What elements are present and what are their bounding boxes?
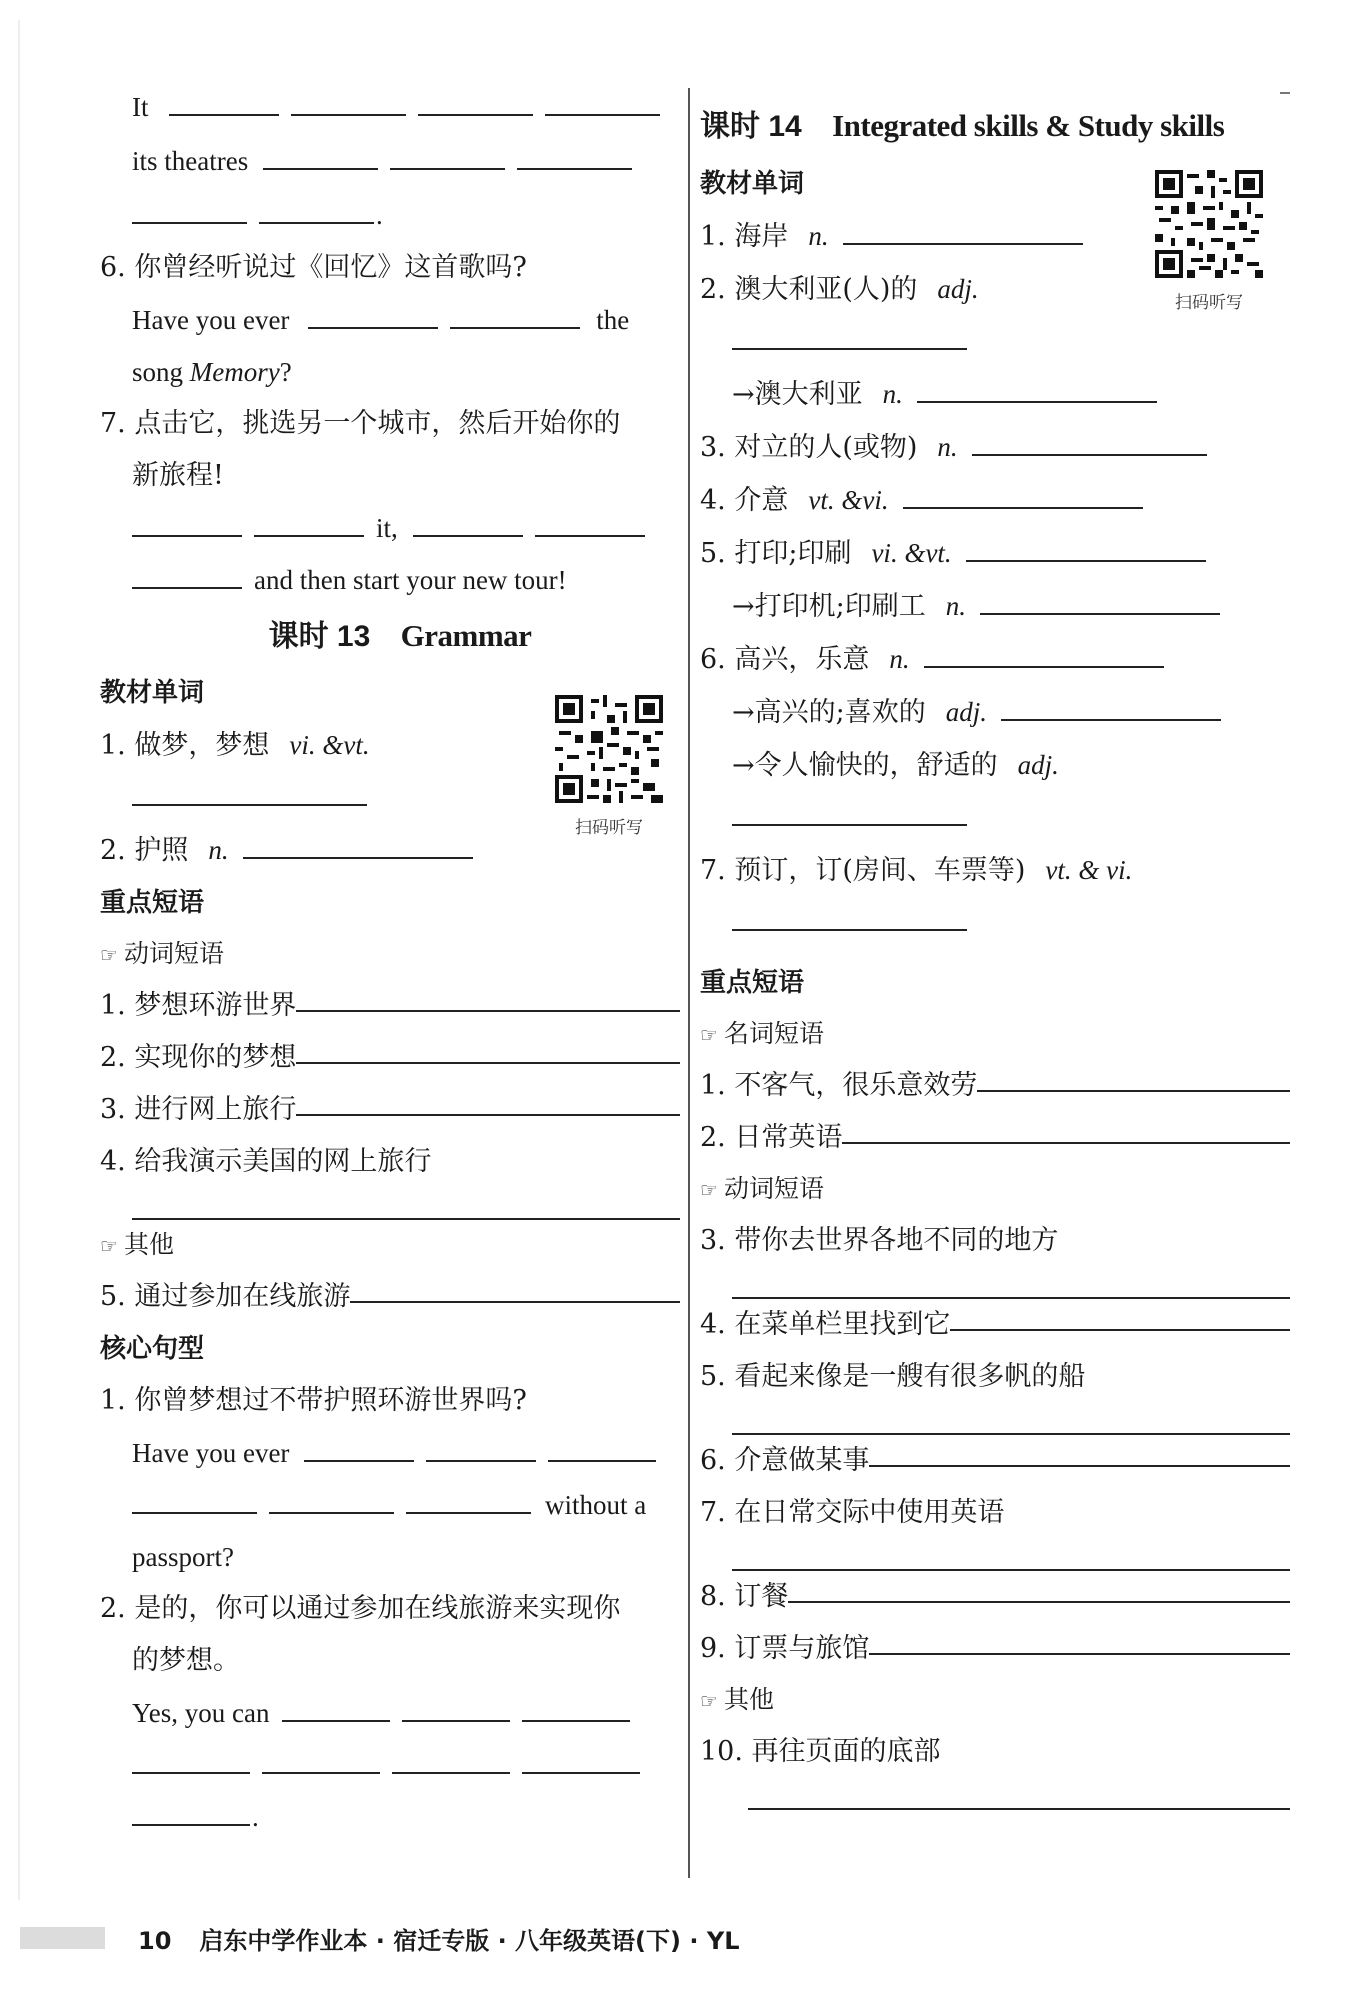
- w6-pos: n.: [889, 644, 910, 674]
- r-w6: [700, 633, 1290, 686]
- p3-text: 3. 进行网上旅行: [100, 1094, 297, 1125]
- blank[interactable]: [402, 1690, 510, 1722]
- p1-text: 1. 梦想环游世界: [100, 990, 297, 1021]
- blank[interactable]: [732, 794, 967, 826]
- corner-mark: [1280, 92, 1290, 94]
- other-head-text: 其他: [123, 1230, 174, 1259]
- blank[interactable]: [522, 1742, 640, 1774]
- w7-text: 7. 预订，订(房间、车票等): [700, 855, 1026, 886]
- blank[interactable]: [132, 192, 247, 224]
- verb-head-text: 动词短语: [123, 939, 224, 968]
- p4-text: 4. 在菜单栏里找到它: [700, 1309, 951, 1340]
- w1-pos: n.: [808, 221, 829, 251]
- r-phrase-7-blank: [700, 1539, 1290, 1571]
- cont-line-1: [100, 80, 680, 134]
- r-w6c-blank: [700, 792, 1290, 844]
- lesson-13-num: 课时 13: [268, 620, 371, 653]
- r-w7: [700, 844, 1290, 897]
- p2-text: 2. 实现你的梦想: [100, 1042, 297, 1073]
- blank[interactable]: [132, 505, 242, 537]
- blank[interactable]: [977, 1060, 1290, 1092]
- sentences-head: 核心句型: [100, 1334, 205, 1364]
- q7-cn-2: 新旅程!: [132, 460, 224, 491]
- p2-text: 2. 日常英语: [700, 1122, 843, 1153]
- r-phrase-5: 5. 看起来像是一艘有很多帆的船: [700, 1361, 1086, 1392]
- blank[interactable]: [732, 318, 967, 350]
- blank[interactable]: [254, 505, 364, 537]
- p6-text: 6. 介意做某事: [700, 1445, 870, 1476]
- w2b-pos: n.: [882, 379, 903, 409]
- blank[interactable]: [1001, 689, 1221, 721]
- pointing-hand-icon: ☞: [700, 1023, 718, 1047]
- blank[interactable]: [903, 477, 1143, 509]
- w2-text: 2. 澳大利亚(人)的: [700, 274, 918, 305]
- q6-qmark: ?: [279, 357, 292, 387]
- w5b-pos: n.: [945, 591, 966, 621]
- q7-it: it,: [376, 513, 398, 543]
- verb-phrases-head: [700, 1164, 1290, 1215]
- p9-text: 9. 订票与旅馆: [700, 1633, 870, 1664]
- s1-without: without a: [545, 1490, 647, 1520]
- footer-text: [138, 1921, 740, 1956]
- q7-en-1: [100, 502, 680, 554]
- cont-line-2: [100, 134, 680, 188]
- w5b-text: →打印机;印刷工: [732, 591, 926, 622]
- q6-prefix: Have you ever: [132, 305, 290, 335]
- r-w5: [700, 527, 1290, 580]
- r-w3: [700, 421, 1290, 474]
- w7-pos: vt. & vi.: [1045, 855, 1133, 885]
- r-phrase-10: 10. 再往页面的底部: [700, 1736, 941, 1767]
- w6c-text: →令人愉快的，舒适的: [732, 750, 998, 781]
- blank[interactable]: [282, 1690, 390, 1722]
- w1-text: 1. 海岸: [700, 221, 789, 252]
- r-phrase-3-blank: [700, 1267, 1290, 1299]
- blank[interactable]: [132, 1188, 680, 1220]
- vocab-head: 教材单词: [100, 678, 205, 708]
- w3-pos: n.: [937, 432, 958, 462]
- w2-pos: n.: [208, 835, 229, 865]
- cont-it: It: [132, 92, 149, 122]
- r-phrase-5-blank: [700, 1403, 1290, 1435]
- r-w2-blank: [700, 316, 1290, 368]
- blank[interactable]: [548, 1430, 656, 1462]
- w6c-pos: adj.: [1017, 750, 1059, 780]
- blank[interactable]: [296, 1032, 680, 1064]
- blank[interactable]: [966, 530, 1206, 562]
- r-w6b: [700, 686, 1290, 739]
- blank[interactable]: [869, 1623, 1290, 1655]
- p1-text: 1. 不客气，很乐意效劳: [700, 1070, 978, 1101]
- blank[interactable]: [169, 84, 279, 116]
- blank[interactable]: [263, 138, 378, 170]
- pointing-hand-icon: ☞: [100, 1234, 118, 1258]
- blank[interactable]: [545, 84, 660, 116]
- blank[interactable]: [418, 84, 533, 116]
- r-w5b: [700, 580, 1290, 633]
- cont-line-3: [100, 188, 680, 242]
- w5-pos: vi. &vt.: [871, 538, 952, 568]
- r-phrase-1: [700, 1060, 1290, 1112]
- q7-rest: and then start your new tour!: [254, 565, 567, 595]
- pointing-hand-icon: ☞: [100, 943, 118, 967]
- blank[interactable]: [243, 827, 473, 859]
- period: .: [252, 1802, 259, 1832]
- s2-en-1: [100, 1687, 680, 1739]
- blank[interactable]: [392, 1742, 510, 1774]
- lesson-14-name: Integrated skills & Study skills: [832, 108, 1225, 143]
- blank[interactable]: [732, 1267, 1290, 1299]
- phrase-4: 4. 给我演示美国的网上旅行: [100, 1146, 432, 1177]
- s2-cn-1: 2. 是的，你可以通过参加在线旅游来实现你: [100, 1593, 621, 1624]
- s2-cn-2: 的梦想。: [132, 1645, 240, 1676]
- blank[interactable]: [732, 899, 967, 931]
- phrases-head: 重点短语: [700, 968, 805, 998]
- blank[interactable]: [924, 636, 1164, 668]
- p5-text: 5. 通过参加在线旅游: [100, 1281, 351, 1312]
- phrase-3: [100, 1084, 680, 1136]
- qr-code-icon: [555, 695, 663, 803]
- cont-theatres: its theatres: [132, 146, 249, 176]
- blank[interactable]: [748, 1778, 1290, 1810]
- blank[interactable]: [350, 1271, 680, 1303]
- blank[interactable]: [269, 1482, 394, 1514]
- other-head: [100, 1220, 680, 1271]
- lesson-14-title: [700, 95, 1290, 158]
- page-edge: [18, 20, 20, 1900]
- r-phrase-8: [700, 1571, 1290, 1623]
- blank[interactable]: [132, 1482, 257, 1514]
- column-divider: [688, 88, 690, 1878]
- blank[interactable]: [308, 297, 438, 329]
- qr-label: 扫码听写: [1175, 293, 1243, 313]
- blank[interactable]: [450, 297, 580, 329]
- r-phrase-7: 7. 在日常交际中使用英语: [700, 1497, 1005, 1528]
- r-phrase-3: 3. 带你去世界各地不同的地方: [700, 1225, 1059, 1256]
- r-w4: [700, 474, 1290, 527]
- qr-code-13[interactable]: [555, 695, 663, 838]
- pointing-hand-icon: ☞: [700, 1689, 718, 1713]
- s1-en-2: [100, 1479, 680, 1531]
- phrases-head: 重点短语: [100, 888, 205, 918]
- s1-en-1: [100, 1427, 680, 1479]
- blank[interactable]: [132, 557, 242, 589]
- blank[interactable]: [259, 192, 374, 224]
- r-phrase-4: [700, 1299, 1290, 1351]
- w6-text: 6. 高兴，乐意: [700, 644, 870, 675]
- period: .: [376, 200, 383, 230]
- blank[interactable]: [390, 138, 505, 170]
- blank[interactable]: [535, 505, 645, 537]
- q6-en-1: [100, 294, 680, 346]
- w2-text: 2. 护照: [100, 835, 189, 866]
- book-title: 启东中学作业本 · 宿迁专版 · 八年级英语(下) · YL: [199, 1927, 740, 1955]
- blank[interactable]: [262, 1742, 380, 1774]
- right-column: [700, 95, 1290, 1810]
- blank[interactable]: [517, 138, 632, 170]
- blank[interactable]: [869, 1435, 1290, 1467]
- page-number: 10: [138, 1927, 172, 1955]
- pointing-hand-icon: ☞: [700, 1178, 718, 1202]
- p8-text: 8. 订餐: [700, 1581, 789, 1612]
- other-head-text: 其他: [723, 1685, 774, 1714]
- blank[interactable]: [304, 1430, 414, 1462]
- blank[interactable]: [291, 84, 406, 116]
- verb-phrases-head: [100, 929, 680, 980]
- q6-song: song: [132, 357, 190, 387]
- w6b-pos: adj.: [945, 697, 987, 727]
- blank[interactable]: [950, 1299, 1290, 1331]
- w3-text: 3. 对立的人(或物): [700, 432, 918, 463]
- blank[interactable]: [406, 1482, 531, 1514]
- phrase-5: [100, 1271, 680, 1323]
- r-phrase-10-blank: [700, 1778, 1290, 1810]
- w4-pos: vt. &vi.: [808, 485, 889, 515]
- w6b-text: →高兴的;喜欢的: [732, 697, 926, 728]
- s1-prefix: Have you ever: [132, 1438, 290, 1468]
- vocab-head: 教材单词: [700, 169, 805, 199]
- phrase-2: [100, 1032, 680, 1084]
- blank[interactable]: [132, 1742, 250, 1774]
- noun-head-text: 名词短语: [723, 1019, 824, 1048]
- qr-code-14[interactable]: [1155, 170, 1263, 313]
- blank[interactable]: [522, 1690, 630, 1722]
- phrase-1: [100, 980, 680, 1032]
- s2-en-3: [100, 1791, 680, 1843]
- r-phrase-6: [700, 1435, 1290, 1487]
- q6-en-2: [100, 346, 680, 398]
- r-phrase-2: [700, 1112, 1290, 1164]
- blank[interactable]: [842, 1112, 1290, 1144]
- verb-head-text: 动词短语: [723, 1174, 824, 1203]
- s1-en-3: passport?: [132, 1542, 234, 1572]
- s2-prefix: Yes, you can: [132, 1698, 270, 1728]
- lesson-13-name: Grammar: [400, 618, 532, 653]
- left-column: [100, 80, 680, 1843]
- blank[interactable]: [732, 1539, 1290, 1571]
- lesson-13-title: [100, 606, 680, 667]
- blank[interactable]: [132, 1794, 250, 1826]
- phrase-4-blank: [100, 1188, 680, 1220]
- blank[interactable]: [296, 980, 680, 1012]
- r-w2b: [700, 368, 1290, 421]
- w5-text: 5. 打印;印刷: [700, 538, 852, 569]
- blank[interactable]: [426, 1430, 536, 1462]
- lesson-14-num: 课时 14: [700, 110, 802, 143]
- qr-code-icon: [1155, 170, 1263, 278]
- q7-cn-1: 7. 点击它，挑选另一个城市，然后开始你的: [100, 408, 621, 439]
- r-w6c: [700, 739, 1290, 792]
- w2-pos: adj.: [937, 274, 979, 304]
- footer-bar: [20, 1927, 105, 1949]
- blank[interactable]: [732, 1403, 1290, 1435]
- s1-cn: 1. 你曾梦想过不带护照环游世界吗?: [100, 1385, 527, 1416]
- noun-phrases-head: [700, 1009, 1290, 1060]
- blank[interactable]: [413, 505, 523, 537]
- s2-en-2: [100, 1739, 680, 1791]
- blank[interactable]: [843, 213, 1083, 245]
- q6-cn: 6. 你曾经听说过《回忆》这首歌吗?: [100, 252, 527, 283]
- w1-text: 1. 做梦，梦想: [100, 730, 270, 761]
- qr-label: 扫码听写: [575, 818, 643, 838]
- w1-pos: vi. &vt.: [289, 730, 370, 760]
- other-head: [700, 1675, 1290, 1726]
- r-w7-blank: [700, 897, 1290, 949]
- page-footer: [0, 1915, 1350, 1965]
- q6-the: the: [596, 305, 630, 335]
- q7-en-2: [100, 554, 680, 606]
- q6-memory: Memory: [189, 357, 280, 387]
- r-phrase-9: [700, 1623, 1290, 1675]
- blank[interactable]: [980, 583, 1220, 615]
- w4-text: 4. 介意: [700, 485, 789, 516]
- blank[interactable]: [132, 774, 367, 806]
- w2b-text: →澳大利亚: [732, 379, 863, 410]
- blank[interactable]: [917, 371, 1157, 403]
- blank[interactable]: [972, 424, 1207, 456]
- blank[interactable]: [788, 1571, 1290, 1603]
- blank[interactable]: [296, 1084, 680, 1116]
